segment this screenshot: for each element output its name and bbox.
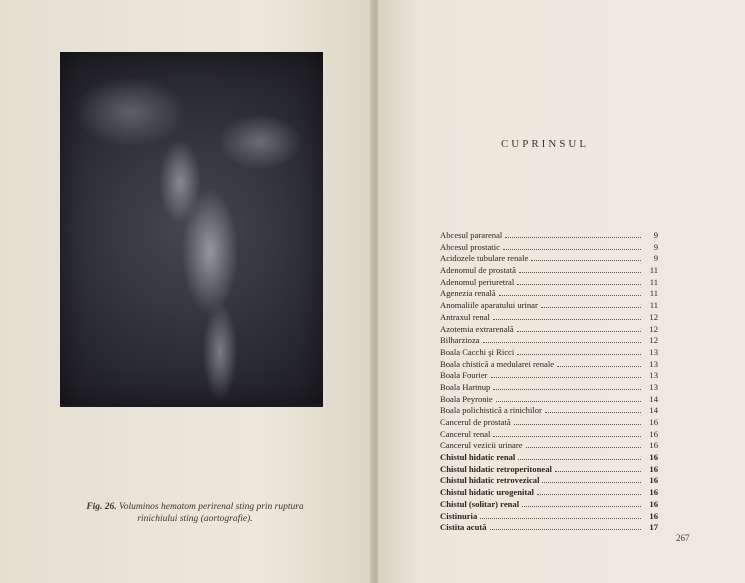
toc-dot-leader: [505, 229, 641, 238]
figure-bottom-edge: [60, 404, 323, 407]
toc-dot-leader: [483, 334, 641, 343]
toc-entry-page: 16: [649, 428, 658, 439]
toc-entry-title: Bilharzioza: [440, 335, 480, 346]
toc-entry: [440, 439, 658, 451]
toc-entry-page: 11: [649, 288, 658, 299]
toc-entry-page: 12: [649, 311, 658, 322]
table-of-contents: [440, 229, 658, 533]
toc-entry-page: 11: [649, 265, 658, 276]
toc-entry-title: Chistul (solitar) renal: [440, 498, 520, 509]
toc-entry: [440, 323, 658, 335]
toc-dot-leader: [555, 463, 641, 472]
toc-entry-page: 16: [649, 487, 658, 498]
toc-entry: [440, 229, 658, 241]
toc-entry-title: Cancerul de prostată: [440, 417, 511, 427]
toc-entry-title: Boala Cacchi şi Ricci: [440, 346, 515, 357]
toc-entry-title: Boala Peyronie: [440, 393, 493, 404]
toc-entry-page: 14: [649, 393, 658, 404]
toc-entry-page: 9: [653, 253, 658, 264]
toc-dot-leader: [480, 510, 641, 519]
toc-entry-page: 16: [649, 440, 658, 451]
toc-dot-leader: [514, 416, 641, 425]
page-number: 267: [676, 533, 690, 543]
toc-entry: [440, 393, 658, 405]
toc-dot-leader: [493, 428, 641, 437]
toc-entry-title: Cistinuria: [440, 510, 478, 521]
toc-entry-page: 16: [649, 510, 658, 521]
toc-entry-title: Adenomul de prostată: [440, 265, 516, 276]
toc-dot-leader: [493, 311, 641, 320]
toc-entry-title: Abcesul pararenal: [440, 230, 503, 240]
toc-entry: [440, 521, 658, 533]
toc-entry: [440, 498, 658, 510]
toc-entry: [440, 428, 658, 440]
toc-dot-leader: [499, 287, 641, 296]
toc-dot-leader: [517, 323, 641, 332]
toc-dot-leader: [496, 393, 641, 402]
figure-caption-label: Fig. 26.: [86, 502, 117, 512]
toc-entry: [440, 474, 658, 486]
toc-entry: [440, 358, 658, 370]
toc-entry-page: 14: [649, 405, 658, 416]
figure-caption-text: Voluminos hematom perirenal sting prin ruptura rinichiului sting (aortografie).: [119, 502, 304, 524]
toc-dot-leader: [517, 276, 641, 285]
toc-entry-page: 11: [649, 276, 658, 287]
toc-dot-leader: [490, 521, 641, 530]
toc-entry-title: Chistul hidatic retroperitoneal: [440, 463, 552, 474]
toc-entry: [440, 381, 658, 393]
toc-dot-leader: [526, 439, 641, 448]
toc-dot-leader: [541, 299, 641, 308]
toc-entry-page: 12: [649, 323, 658, 334]
toc-entry-page: 13: [649, 358, 658, 369]
toc-entry-page: 16: [649, 417, 658, 427]
toc-entry: [440, 369, 658, 381]
toc-entry-title: Cancerul renal: [440, 428, 491, 439]
toc-entry-title: Boala chistică a medularei renale: [440, 358, 555, 369]
toc-dot-leader: [522, 498, 641, 507]
toc-entry: [440, 451, 658, 463]
toc-dot-leader: [518, 451, 641, 460]
toc-dot-leader: [557, 358, 641, 367]
toc-entry-title: Boala Hartnup: [440, 381, 491, 392]
toc-entry-title: Acidozele tubulare renale: [440, 253, 529, 264]
toc-entry: [440, 404, 658, 416]
toc-entry-page: 16: [649, 452, 658, 463]
toc-entry-page: 13: [649, 346, 658, 357]
toc-entry-title: Agenezia renală: [440, 288, 496, 299]
toc-entry-title: Cistita acută: [440, 522, 487, 533]
toc-dot-leader: [537, 486, 641, 495]
toc-entry: [440, 346, 658, 358]
toc-dot-leader: [531, 252, 641, 261]
toc-dot-leader: [519, 264, 641, 273]
toc-entry-title: Chistul hidatic renal: [440, 452, 516, 463]
toc-entry-page: 11: [649, 300, 658, 311]
toc-entry-title: Cancerul vezicii urinare: [440, 440, 523, 451]
figure-caption: [70, 501, 320, 525]
toc-entry-title: Chistul hidatic retrovezical: [440, 475, 540, 486]
toc-heading: CUPRINSUL: [500, 138, 590, 150]
toc-entry-page: 16: [649, 498, 658, 509]
toc-dot-leader: [503, 241, 641, 250]
aortography-figure-image: [60, 52, 323, 407]
toc-entry-page: 9: [653, 230, 658, 240]
toc-dot-leader: [545, 404, 641, 413]
toc-entry: [440, 416, 658, 428]
toc-entry: [440, 252, 658, 264]
toc-entry: [440, 311, 658, 323]
toc-entry-page: 9: [653, 241, 658, 252]
toc-entry-title: Abcesul prostatic: [440, 241, 500, 252]
toc-entry-title: Antraxul renal: [440, 311, 490, 322]
toc-entry-title: Chistul hidatic urogenital: [440, 487, 534, 498]
toc-dot-leader: [491, 369, 642, 378]
toc-entry-page: 12: [649, 335, 658, 346]
toc-entry-title: Boala Fourier: [440, 370, 488, 381]
toc-entry: [440, 287, 658, 299]
toc-entry-page: 16: [649, 463, 658, 474]
toc-entry: [440, 299, 658, 311]
toc-entry: [440, 241, 658, 253]
toc-dot-leader: [517, 346, 641, 355]
toc-dot-leader: [493, 381, 641, 390]
toc-entry: [440, 334, 658, 346]
toc-entry: [440, 486, 658, 498]
toc-entry: [440, 463, 658, 475]
toc-entry: [440, 510, 658, 522]
toc-dot-leader: [542, 474, 641, 483]
toc-entry-title: Azotemia extrarenală: [440, 323, 514, 334]
toc-entry-page: 16: [649, 475, 658, 486]
toc-entry-title: Boala polichistică a rinichilor: [440, 405, 542, 416]
toc-entry: [440, 264, 658, 276]
toc-entry-title: Adenomul periuretral: [440, 276, 515, 287]
toc-entry: [440, 276, 658, 288]
toc-entry-title: Anomaliile aparatului urinar: [440, 300, 538, 311]
toc-entry-page: 13: [649, 381, 658, 392]
toc-entry-page: 17: [649, 522, 658, 533]
toc-entry-page: 13: [649, 370, 658, 381]
